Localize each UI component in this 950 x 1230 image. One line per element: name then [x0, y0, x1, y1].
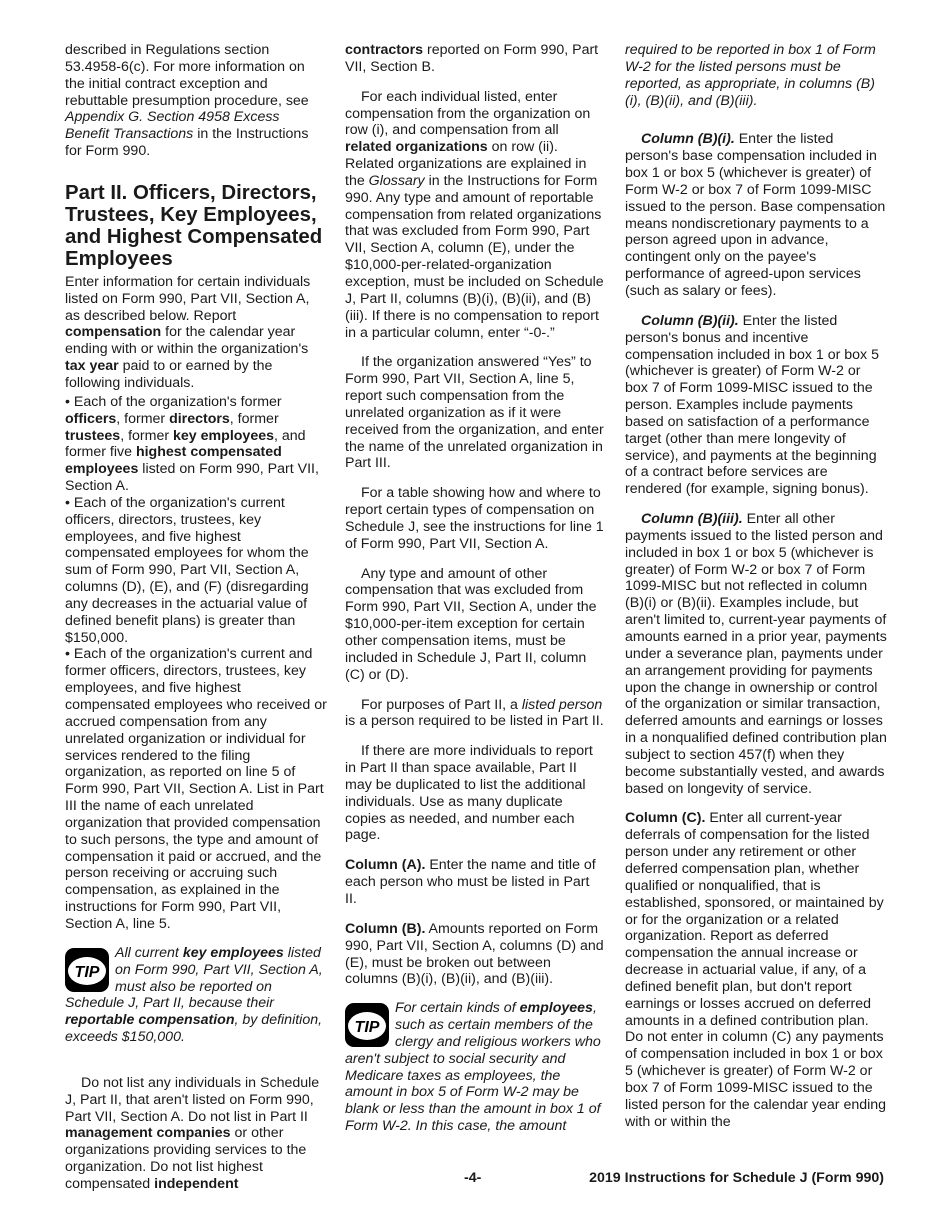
paragraph-column-b: Column (B). Amounts reported on Form 990, Part VII, Section A, columns (D) and (E), must be broken out between columns (B)(i), (B)(ii), and (B)(iii).	[345, 920, 604, 988]
column-3	[625, 42, 887, 1130]
column-1	[65, 42, 327, 1193]
document-title: 2019 Instructions for Schedule J (Form 990)	[589, 1170, 884, 1186]
paragraph-duplicate-pages: If there are more individuals to report in Part II than space available, Part II may be duplicated to list the additional individuals. Use as many duplicate copies as needed, and number each page.	[345, 743, 593, 844]
bullet-former-officers: • Each of the organization's former officers, former directors, former trustees, former key employees, and former five highest compensated employees listed on Form 990, Part VII, Section A.	[65, 393, 319, 495]
column-2	[345, 42, 605, 1135]
tip-icon	[345, 1003, 389, 1047]
paragraph-column-b-iii: Column (B)(iii). Enter all other payments issued to the listed person and included in box 1 or box 5 (whichever is greater) of Form W-2 or box 7 of Form 1099-MISC but not reflected in column (B)(i) or (B)(ii). Examples include, but aren't limited to, current-year payments of amounts earned in a prior year, payments under a severance plan, payments under an arrangement providing for payments upon the change in ownership or control of the organization or similar transaction, deferred amounts and earnings or losses in a nonqualified defined contribution plan subject to section 457(f) when they become substantially vested, and awards based on longevity of service.	[625, 511, 887, 797]
tip-label: TIP	[74, 963, 100, 981]
page-footer	[0, 1170, 950, 1190]
paragraph-column-b-ii: Column (B)(ii). Enter the listed person's bonus and incentive compensation included in box 1 or box 5 (whichever is greater) of Form W-2 or box 7 of Form 1099-MISC issued to the person. Examples include payments based on satisfaction of a performance target (other than mere longevity of service), and payments at the beginning of a contract before services are rendered (for example, signing bonus).	[625, 312, 879, 498]
paragraph-do-not-list: Do not list any individuals in Schedule J, Part II, that aren't listed on Form 990, Part VII, Section A. Do not list in Part II management companies or other organizations providing services to the organization. Do not list highest compensated independent	[65, 1074, 320, 1192]
tip-icon	[65, 948, 109, 992]
paragraph-other-compensation: Any type and amount of other compensation that was excluded from Form 990, Part VII, Section A, under the $10,000-per-item exception for certain other compensation items, must be included in Schedule J, Part II, column (C) or (D).	[345, 565, 597, 683]
paragraph-column-c: Column (C). Enter all current-year deferrals of compensation for the listed person under any retirement or other deferred compensation plan, whether qualified or nonqualified, that is established, sponsored, or maintained by or for the organization or a related organization. Report as deferred compensation the annual increase or decrease in actuarial value, if any, of a defined benefit plan, but don't report earnings or losses accrued on deferred amounts in a defined contribution plan. Do not enter in column (C) any payments of compensation included in box 1 or box 5 (whichever is greater) of Form W-2 or box 7 of Form 1099-MISC issued to the listed person for the calendar year ending with or within the	[625, 810, 887, 1130]
paragraph-regulations: described in Regulations section 53.4958-6(c). For more information on the initial contract exception and rebuttable presumption procedure, see Appendix G. Section 4958 Excess Benefit Transactions in the Instructions for Form 990.	[65, 42, 309, 160]
tip-label: TIP	[354, 1019, 380, 1037]
paragraph-column-a: Column (A). Enter the name and title of each person who must be listed in Part II.	[345, 857, 596, 907]
paragraph-related-organizations: For each individual listed, enter compensation from the organization on row (i), and compensation from all related organizations on row (ii). Related organizations are explained in the Glossary in the Instructions for Form 990. Any type and amount of reportable compensation from related organizations that was excluded from Form 990, Part VII, Section A, column (E), under the $10,000-per-related-organization exception, must be included on Schedule J, Part II, columns (B)(i), (B)(ii), and (B)(iii). If there is no compensation to report in a particular column, enter “-0-.”	[345, 88, 604, 341]
paragraph-table-reference: For a table showing how and where to report certain types of compensation on Schedule J, see the instructions for line 1 of Form 990, Part VII, Section A.	[345, 485, 604, 552]
paragraph-listed-person: For purposes of Part II, a listed person is a person required to be listed in Part II.	[345, 696, 604, 730]
bullet-current-officers: • Each of the organization's current officers, directors, trustees, key employees, and five highest compensated employees for whom the sum of Form 990, Part VII, Section A, columns (D), (E), and (F) (disregarding any decreases in the actuarial value of defined benefit plans) is greater than $150,000.	[65, 494, 309, 646]
page-number: -4-	[464, 1170, 482, 1186]
paragraph-box1-continuation: required to be reported in box 1 of Form W-2 for the listed persons must be reported, as appropriate, in columns (B) (i), (B)(ii), and (B)(iii).	[625, 42, 876, 109]
paragraph-unrelated-organization: If the organization answered “Yes” to Form 990, Part VII, Section A, line 5, report such compensation from the unrelated organization as if it were received from the organization, and enter the name of the unrelated organization in Part III.	[345, 354, 604, 472]
section-heading-part-ii: Part II. Officers, Directors, Trustees, Key Employees, and Highest Compensated Employees	[65, 181, 323, 270]
paragraph-intro: Enter information for certain individuals listed on Form 990, Part VII, Section A, as described below. Report compensation for the calendar year ending with or within the organization's tax year paid to or earned by the following individuals.	[65, 273, 311, 391]
tip-key-employees: TIP All current key employees listed on Form 990, Part VII, Section A, must also be reported on Schedule J, Part II, because their reportable compensation, by definition, exceeds $150,000.	[65, 944, 323, 1046]
bullet-unrelated-compensation: • Each of the organization's current and former officers, directors, trustees, key employees, and five highest compensated employees who received or accrued compensation from any unrelated organization or individual for services rendered to the filing organization, as reported on line 5 of Form 990, Part VII, Section A. List in Part III the name of each unrelated organization that provided compensation to such persons, the type and amount of compensation it paid or accrued, and the person receiving or accruing such compensation, as explained in the instructions for Form 990, Part VII, Section A, line 5.	[65, 646, 327, 932]
paragraph-column-b-i: Column (B)(i). Enter the listed person's base compensation included in box 1 or box 5 (whichever is greater) of Form W-2 or box 7 of Form 1099-MISC issued to the person. Base compensation means nondiscretionary payments to a person agreed upon in advance, contingent only on the payee's performance of agreed-upon services (such as salary or fees).	[625, 131, 886, 299]
tip-clergy: TIP For certain kinds of employees, such as certain members of the clergy and religious workers who aren't subject to social security and Medicare taxes as employees, the amount in box 5 of Form W-2 may be blank or less than the amount in box 1 of Form W-2. In this case, the amount	[345, 1000, 601, 1135]
paragraph-contractors: contractors reported on Form 990, Part VII, Section B.	[345, 42, 599, 75]
